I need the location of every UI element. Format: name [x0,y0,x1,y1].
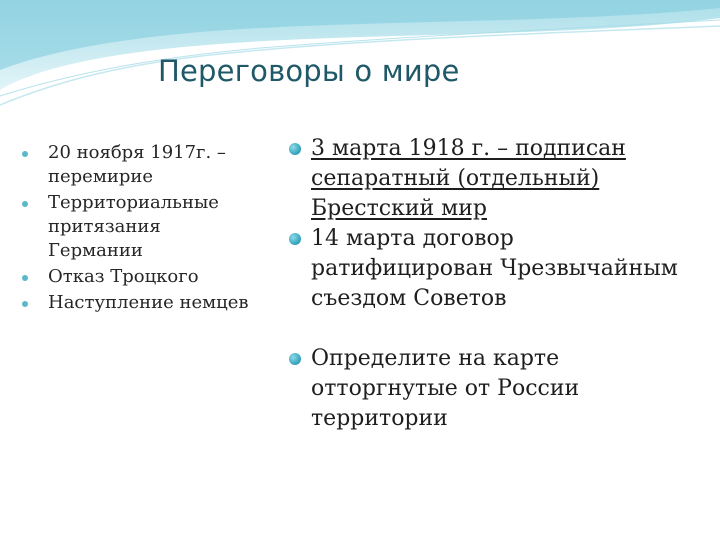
bullet-icon [22,151,28,157]
bullet-icon [22,301,28,307]
right-list-item [289,224,699,314]
left-list-item [20,291,260,315]
left-list-item [20,191,260,263]
left-list-item [20,141,260,189]
right-item-text: 3 марта 1918 г. – подписан сепаратный (отдельный) Брестский мир [311,136,626,221]
left-bullet-list [20,141,260,317]
left-list-item [20,265,260,289]
right-list-item [289,344,699,434]
right-list-item [289,134,699,224]
right-item-text: Определите на карте отторгнутые от России территории [311,346,580,431]
bullet-icon [22,201,28,207]
bullet-icon [22,275,28,281]
left-item-text: Территориальные притязания Германии [48,192,219,261]
left-item-text: 20 ноября 1917г. – перемирие [48,142,226,187]
bullet-icon [289,233,301,245]
bullet-icon [289,353,301,365]
right-item-text: 14 марта договор ратифицирован Чрезвычайным съездом Советов [311,226,678,311]
right-bullet-list [289,134,699,434]
left-item-text: Отказ Троцкого [48,266,199,287]
left-item-text: Наступление немцев [48,292,249,313]
slide-title: Переговоры о мире [158,54,460,88]
bullet-icon [289,143,301,155]
